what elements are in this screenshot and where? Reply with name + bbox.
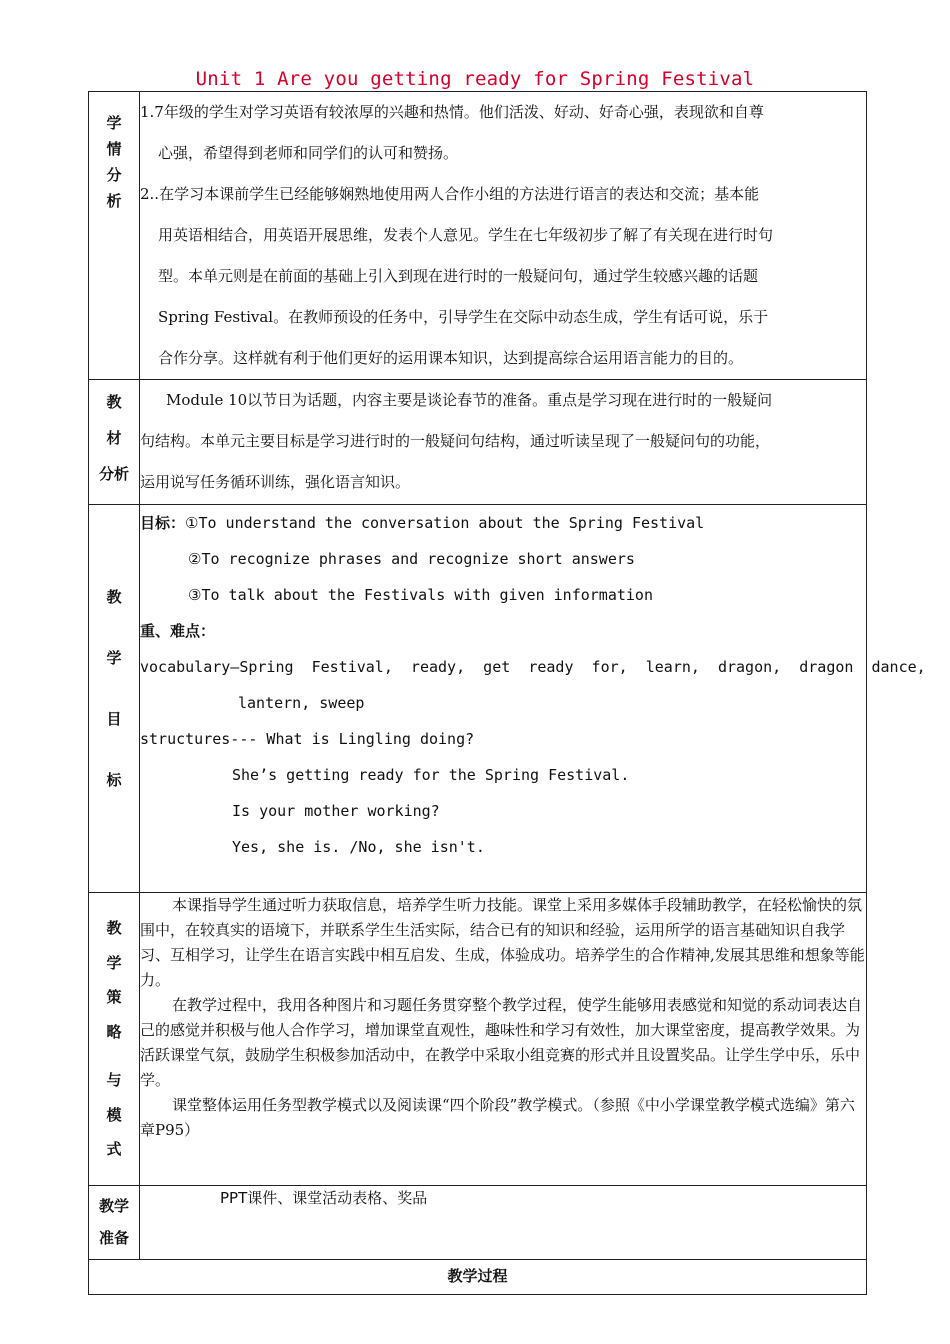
label-char: 式	[106, 1140, 122, 1158]
label-char: 学	[106, 114, 122, 132]
label-char: 策	[106, 988, 122, 1006]
teaching-goals-label	[89, 505, 140, 893]
text-line: 2..在学习本课前学生已经能够娴熟地使用两人合作小组的方法进行语言的表达和交流；基本能	[140, 185, 760, 203]
text-line: 型。本单元则是在前面的基础上引入到现在进行时的一般疑问句，通过学生较感兴趣的话题	[158, 267, 759, 285]
structure-item: Is your mother working?	[232, 802, 440, 820]
label-char: 教学	[98, 1197, 129, 1215]
label-char: 教	[106, 919, 122, 937]
label-char: 学	[106, 953, 122, 972]
label-char: 目	[106, 710, 122, 728]
label-char: 分析	[98, 465, 129, 483]
lesson-plan-table	[88, 91, 926, 1295]
teaching-goals-row	[89, 505, 867, 893]
paragraph: 在教学过程中，我用各种图片和习题任务贯穿整个教学过程，使学生能够用表感觉和知觉的系动词表达自己的感觉并积极与他人合作学习，增加课堂直观性，趣味性和学习有效性，加大课堂密度，提高教学效果。为活跃课堂气氛，鼓励学生积极参加活动中，在教学中采取小组竞赛的形式并且设置奖品。让学生学中乐，乐中学。	[140, 996, 863, 1089]
text-line: Spring Festival。在教师预设的任务中，引导学生在交际中动态生成，学生有话可说，乐于	[158, 308, 769, 326]
teaching-goals-content	[140, 505, 926, 893]
student-analysis-label	[89, 92, 140, 380]
text-line: 句结构。本单元主要目标是学习进行时的一般疑问句结构，通过听读呈现了一般疑问句的功能，	[140, 432, 771, 450]
material-analysis-label	[89, 380, 140, 505]
vocabulary-line: lantern, sweep	[238, 694, 365, 712]
structure-item: She’s getting ready for the Spring Festival.	[232, 766, 630, 784]
label-char: 材	[106, 429, 122, 447]
process-row	[89, 1260, 867, 1295]
goal-item: ③To talk about the Festivals with given information	[188, 586, 653, 604]
preparation-content	[140, 1186, 867, 1260]
strategy-label	[89, 893, 140, 1186]
vocabulary-line: vocabulary—Spring Festival, ready, get ready for, learn, dragon, dragon dance,	[140, 658, 926, 676]
strategy-row	[89, 893, 867, 1186]
page-title: Unit 1 Are you getting ready for Spring Festival	[195, 68, 755, 90]
text-line: 心强，希望得到老师和同学们的认可和赞扬。	[158, 144, 459, 162]
student-analysis-content	[140, 92, 867, 380]
strategy-content	[140, 893, 867, 1186]
goals-heading: 目标：	[140, 514, 186, 532]
label-char: 学	[106, 649, 122, 667]
label-char: 准备	[98, 1229, 129, 1247]
preparation-label	[89, 1186, 140, 1260]
label-char: 情	[106, 140, 122, 158]
label-char: 教	[106, 588, 122, 606]
process-heading: 教学过程	[89, 1260, 867, 1295]
goal-item: ②To recognize phrases and recognize short answers	[188, 550, 635, 568]
label-char: 与	[106, 1071, 122, 1089]
text-line: 合作分享。这样就有利于他们更好的运用课本知识，达到提高综合运用语言能力的目的。	[158, 349, 744, 367]
structure-item: Yes, she is. /No, she isn't.	[232, 838, 485, 856]
preparation-text: PPT课件、课堂活动表格、奖品	[220, 1189, 428, 1207]
paragraph: 本课指导学生通过听力获取信息，培养学生听力技能。课堂上采用多媒体手段辅助教学，在轻松愉快的氛围中，在较真实的语境下，并联系学生生活实际，结合已有的知识和经验，运用所学的语言基础知识自我学习、互相学习，让学生在语言实践中相互启发、生成，体验成功。培养学生的合作精神,发展其思维和想象等能力。	[140, 896, 865, 989]
label-char: 教	[106, 393, 122, 411]
label-char: 分	[106, 166, 122, 184]
structures-heading: structures--- What is Lingling doing?	[140, 730, 475, 748]
goal-item: ①To understand the conversation about the Spring Festival	[185, 514, 705, 532]
paragraph: 课堂整体运用任务型教学模式以及阅读课“四个阶段”教学模式。（参照《中小学课堂教学模式选编》第六章P95）	[140, 1096, 855, 1139]
preparation-row	[89, 1186, 867, 1260]
label-char: 析	[106, 192, 122, 210]
text-line: Module 10以节日为话题，内容主要是谈论春节的准备。重点是学习现在进行时的一般疑问	[166, 391, 773, 409]
key-points-heading: 重、难点：	[140, 622, 216, 640]
text-line: 用英语相结合，用英语开展思维，发表个人意见。学生在七年级初步了解了有关现在进行时句	[158, 226, 774, 244]
student-analysis-row	[89, 92, 867, 380]
label-char: 标	[106, 771, 122, 789]
label-char: 略	[106, 1022, 122, 1041]
label-char: 模	[106, 1105, 122, 1124]
text-line: 1.7年级的学生对学习英语有较浓厚的兴趣和热情。他们活泼、好动、好奇心强，表现欲和自尊	[140, 103, 764, 121]
material-analysis-content	[140, 380, 867, 505]
material-analysis-row	[89, 380, 867, 505]
text-line: 运用说写任务循环训练，强化语言知识。	[140, 473, 411, 491]
